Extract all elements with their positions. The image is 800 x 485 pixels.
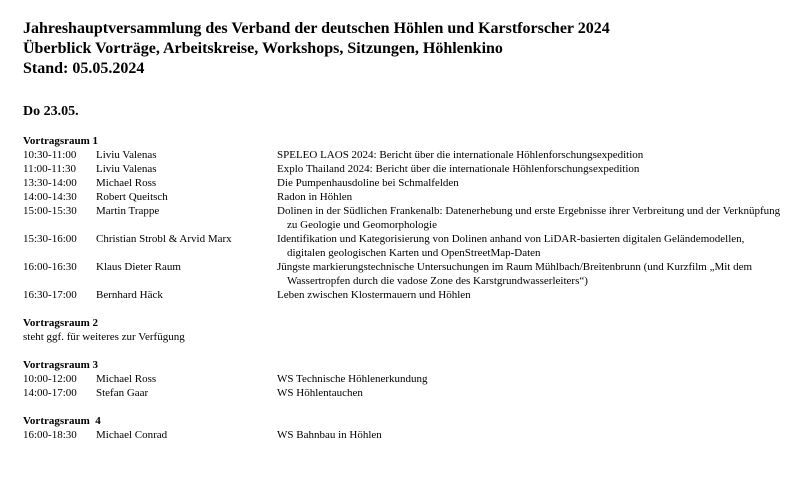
entry-speaker: Martin Trappe [96, 205, 160, 217]
schedule-entry [23, 232, 783, 260]
entry-speaker: Bernhard Häck [96, 289, 163, 301]
entry-speaker: Liviu Valenas [96, 163, 157, 175]
entry-time: 13:30-14:00 [23, 177, 77, 189]
entry-speaker: Liviu Valenas [96, 149, 157, 161]
entry-speaker: Klaus Dieter Raum [96, 261, 181, 273]
entry-speaker: Robert Queitsch [96, 191, 168, 203]
schedule-entry [23, 148, 783, 162]
document-status-date: Stand: 05.05.2024 [23, 60, 145, 77]
room-section-3 [23, 358, 783, 400]
entry-speaker: Michael Conrad [96, 429, 168, 441]
room-section-1 [23, 134, 783, 302]
schedule-entry [23, 288, 783, 302]
schedule-entry [23, 176, 783, 190]
entry-title: Radon in Höhlen [277, 191, 353, 203]
entry-time: 16:00-18:30 [23, 429, 77, 441]
room-note: steht ggf. für weiteres zur Verfügung [23, 331, 185, 343]
entry-time: 14:00-17:00 [23, 387, 77, 399]
room-section-2 [23, 316, 783, 344]
entry-speaker: Christian Strobl & Arvid Marx [96, 233, 232, 245]
entry-title: Explo Thailand 2024: Bericht über die internationale Höhlenforschungsexpedition [277, 163, 640, 175]
document-header [23, 19, 783, 79]
schedule-entry [23, 190, 783, 204]
entry-title: WS Höhlentauchen [277, 387, 363, 399]
entry-title: SPELEO LAOS 2024: Bericht über die internationale Höhlenforschungsexpedition [277, 149, 644, 161]
room-heading: Vortragsraum 2 [23, 317, 99, 329]
room-heading: Vortragsraum 4 [23, 415, 101, 427]
entry-title: Leben zwischen Klostermauern und Höhlen [277, 289, 471, 301]
document-title: Jahreshauptversammlung des Verband der deutschen Höhlen und Karstforscher 2024 [23, 20, 610, 37]
entry-speaker: Michael Ross [96, 177, 157, 189]
entry-time: 10:00-12:00 [23, 373, 77, 385]
entry-time: 15:00-15:30 [23, 205, 77, 217]
schedule-entry [23, 372, 783, 386]
schedule-entry [23, 260, 783, 288]
schedule-entry [23, 386, 783, 400]
entry-title: WS Technische Höhlenerkundung [277, 373, 428, 385]
schedule-entry [23, 162, 783, 176]
entry-title: Jüngste markierungstechnische Untersuchungen im Raum Mühlbach/Breitenbrunn (und Kurzfilm „Mit dem Wassertropfen durch die vadose Zone des Karstgrundwasserleiters“) [277, 261, 753, 287]
room-heading: Vortragsraum 1 [23, 135, 99, 147]
entry-speaker: Stefan Gaar [96, 387, 149, 399]
entry-title: WS Bahnbau in Höhlen [277, 429, 382, 441]
entry-time: 14:00-14:30 [23, 191, 77, 203]
schedule-entry [23, 428, 783, 442]
schedule-document [23, 19, 783, 442]
entry-title: Die Pumpenhausdoline bei Schmalfelden [277, 177, 459, 189]
entry-time: 10:30-11:00 [23, 149, 77, 161]
entry-time: 16:00-16:30 [23, 261, 77, 273]
schedule-entry [23, 204, 783, 232]
entry-title: Identifikation und Kategorisierung von Dolinen anhand von LiDAR-basierten digitalen Geländemodellen, digitalen geologischen Karten und OpenStreetMap-Daten [277, 233, 745, 259]
entry-speaker: Michael Ross [96, 373, 157, 385]
room-heading: Vortragsraum 3 [23, 359, 99, 371]
entry-time: 11:00-11:30 [23, 163, 76, 175]
entry-time: 16:30-17:00 [23, 289, 77, 301]
entry-title: Dolinen in der Südlichen Frankenalb: Datenerhebung und erste Ergebnisse ihrer Verbreitung und der Verknüpfung zu Geologie und Geomorphologie [277, 205, 781, 231]
document-subtitle: Überblick Vorträge, Arbeitskreise, Workshops, Sitzungen, Höhlenkino [23, 40, 503, 57]
entry-time: 15:30-16:00 [23, 233, 77, 245]
day-heading: Do 23.05. [23, 104, 79, 119]
room-section-4 [23, 414, 783, 442]
